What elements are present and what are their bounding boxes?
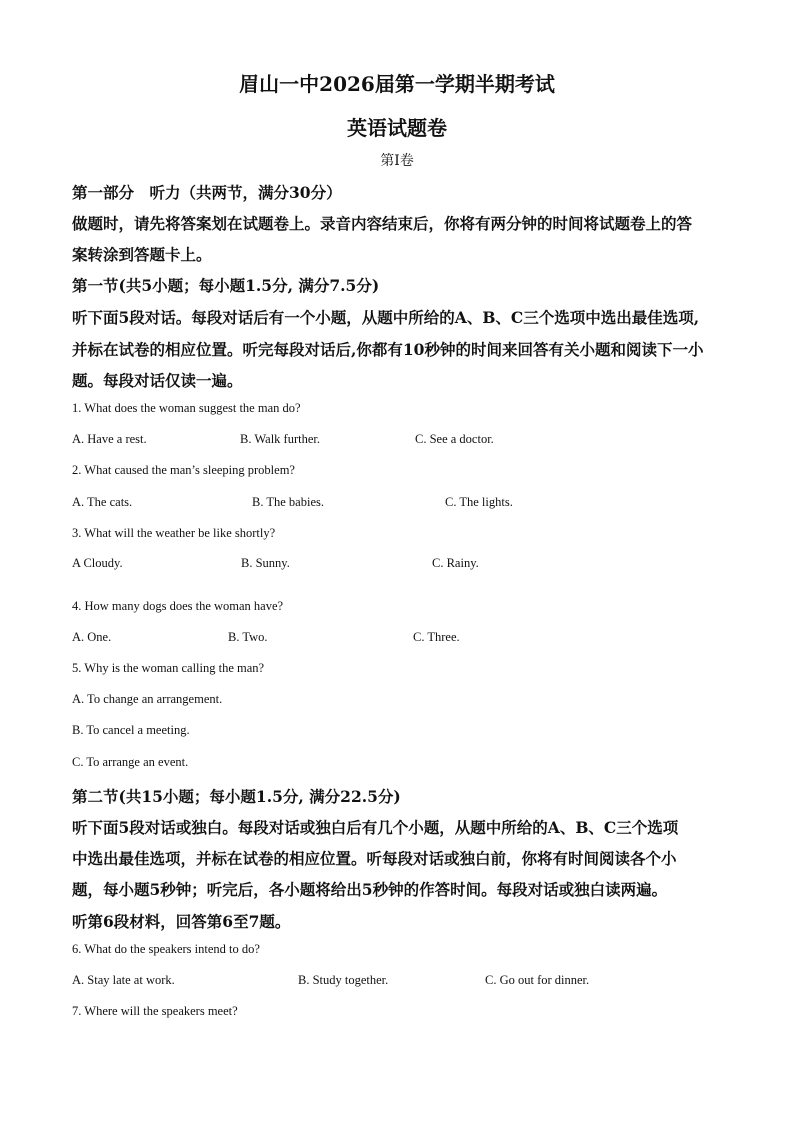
section2-heading: 第二节(共15小题；每小题1.5分, 满分22.5分) — [72, 787, 401, 806]
q6-option-b: B. Study together. — [298, 973, 389, 987]
volume-label: 第I卷 — [380, 153, 414, 169]
q3-option-c: C. Rainy. — [432, 556, 479, 570]
q5-option-c: C. To arrange an event. — [72, 755, 189, 769]
q5-option-a: A. To change an arrangement. — [72, 692, 223, 706]
section2-line1: 听下面5段对话或独白。每段对话或独白后有几个小题，从题中所给的A、B、C三个选项 — [72, 818, 679, 837]
question-6: 6. What do the speakers intend to do? — [72, 942, 260, 956]
q1-option-c: C. See a doctor. — [415, 432, 494, 446]
question-3: 3. What will the weather be like shortly? — [72, 526, 276, 540]
question-5: 5. Why is the woman calling the man? — [72, 661, 265, 675]
part1-instruction-line2: 案转涂到答题卡上。 — [72, 245, 212, 264]
q3-option-a: A Cloudy. — [72, 556, 123, 570]
q3-option-b: B. Sunny. — [241, 556, 290, 570]
q1-option-a: A. Have a rest. — [72, 432, 147, 446]
q1-option-b: B. Walk further. — [240, 432, 320, 446]
q2-option-a: A. The cats. — [72, 495, 133, 509]
part1-heading: 第一部分 听力（共两节，满分30分） — [72, 183, 342, 202]
question-4: 4. How many dogs does the woman have? — [72, 599, 284, 613]
q2-option-b: B. The babies. — [252, 495, 324, 509]
exam-subtitle: 英语试题卷 — [347, 116, 447, 140]
exam-title: 眉山一中2026届第一学期半期考试 — [239, 72, 555, 96]
q4-option-a: A. One. — [72, 630, 112, 644]
part1-instruction-line1: 做题时，请先将答案划在试题卷上。录音内容结束后，你将有两分钟的时间将试题卷上的答 — [72, 214, 693, 233]
q4-option-b: B. Two. — [228, 630, 268, 644]
q6-option-a: A. Stay late at work. — [72, 973, 175, 987]
q2-option-c: C. The lights. — [445, 495, 513, 509]
material-6-instruction: 听第6段材料，回答第6至7题。 — [72, 912, 291, 931]
section1-line1: 听下面5段对话。每段对话后有一个小题，从题中所给的A、B、C三个选项中选出最佳选项, — [72, 308, 700, 327]
question-1: 1. What does the woman suggest the man do? — [72, 401, 301, 415]
section1-line3: 题。每段对话仅读一遍。 — [72, 371, 243, 390]
section2-line2: 中选出最佳选项，并标在试卷的相应位置。听每段对话或独白前，你将有时间阅读各个小 — [72, 849, 677, 868]
q5-option-b: B. To cancel a meeting. — [72, 723, 190, 737]
q6-option-c: C. Go out for dinner. — [485, 973, 590, 987]
q4-option-c: C. Three. — [413, 630, 460, 644]
section2-line3: 题，每小题5秒钟；听完后，各小题将给出5秒钟的作答时间。每段对话或独白读两遍。 — [72, 880, 668, 899]
section1-line2: 并标在试卷的相应位置。听完每段对话后,你都有10秒钟的时间来回答有关小题和阅读下一小 — [72, 340, 704, 359]
section1-heading: 第一节(共5小题；每小题1.5分, 满分7.5分) — [72, 276, 380, 295]
question-7: 7. Where will the speakers meet? — [72, 1004, 238, 1018]
question-2: 2. What caused the man’s sleeping problem? — [72, 463, 295, 477]
